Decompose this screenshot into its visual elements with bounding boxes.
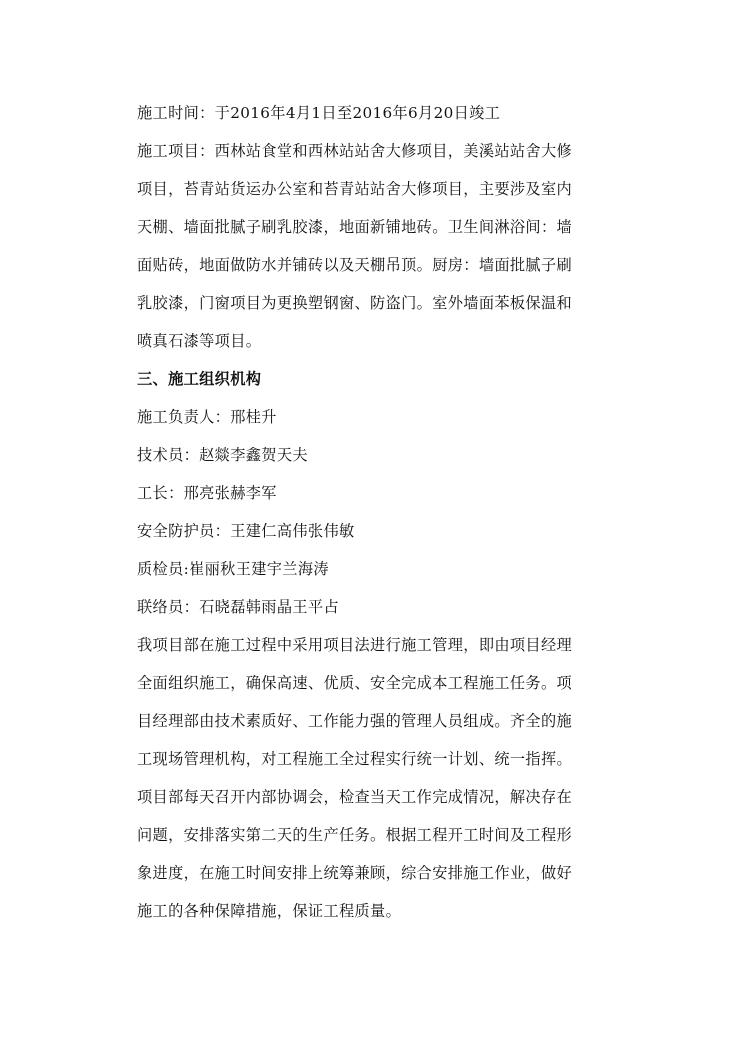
document-page xyxy=(137,94,637,930)
management-paragraph xyxy=(137,626,637,930)
staff-entry-leader: 施工负责人：邢桂升 xyxy=(137,408,277,426)
staff-entry-liaison: 联络员：石晓磊韩雨晶王平占 xyxy=(137,598,339,616)
management-line: 我项目部在施工过程中采用项目法进行施工管理，即由项目经理 xyxy=(137,636,573,654)
staff-list xyxy=(137,398,637,626)
staff-entry-foreman: 工长：邢亮张赫李军 xyxy=(137,484,277,502)
project-scope-line: 天棚、墙面批腻子刷乳胶漆，地面新铺地砖。卫生间淋浴间：墙 xyxy=(137,218,573,236)
construction-time-line: 施工时间：于2016年4月1日至2016年6月20日竣工 xyxy=(137,104,501,122)
management-line: 目经理部由技术素质好、工作能力强的管理人员组成。齐全的施 xyxy=(137,712,573,730)
project-scope-line: 乳胶漆，门窗项目为更换塑钢窗、防盗门。室外墙面苯板保温和 xyxy=(137,294,573,312)
project-scope-line: 面贴砖，地面做防水并铺砖以及天棚吊顶。厨房：墙面批腻子刷 xyxy=(137,256,573,274)
project-scope-line: 施工项目：西林站食堂和西林站站舍大修项目，美溪站站舍大修 xyxy=(137,142,573,160)
staff-entry-quality-inspector: 质检员:崔丽秋王建宇兰海涛 xyxy=(137,560,329,578)
management-line: 项目部每天召开内部协调会，检查当天工作完成情况，解决存在 xyxy=(137,788,573,806)
section-heading: 三、施工组织机构 xyxy=(137,370,262,388)
management-line: 象进度，在施工时间安排上统筹兼顾，综合安排施工作业，做好 xyxy=(137,864,573,882)
project-scope-paragraph xyxy=(137,132,637,360)
project-scope-line: 喷真石漆等项目。 xyxy=(137,332,262,350)
staff-entry-safety-officer: 安全防护员：王建仁高伟张伟敏 xyxy=(137,522,355,540)
management-line: 工现场管理机构，对工程施工全过程实行统一计划、统一指挥。 xyxy=(137,750,573,768)
management-line: 问题，安排落实第二天的生产任务。根据工程开工时间及工程形 xyxy=(137,826,573,844)
staff-entry-technician: 技术员：赵燚李鑫贺天夫 xyxy=(137,446,308,464)
management-line: 施工的各种保障措施，保证工程质量。 xyxy=(137,902,402,920)
project-scope-line: 项目，苔青站货运办公室和苔青站站舍大修项目，主要涉及室内 xyxy=(137,180,573,198)
management-line: 全面组织施工，确保高速、优质、安全完成本工程施工任务。项 xyxy=(137,674,573,692)
